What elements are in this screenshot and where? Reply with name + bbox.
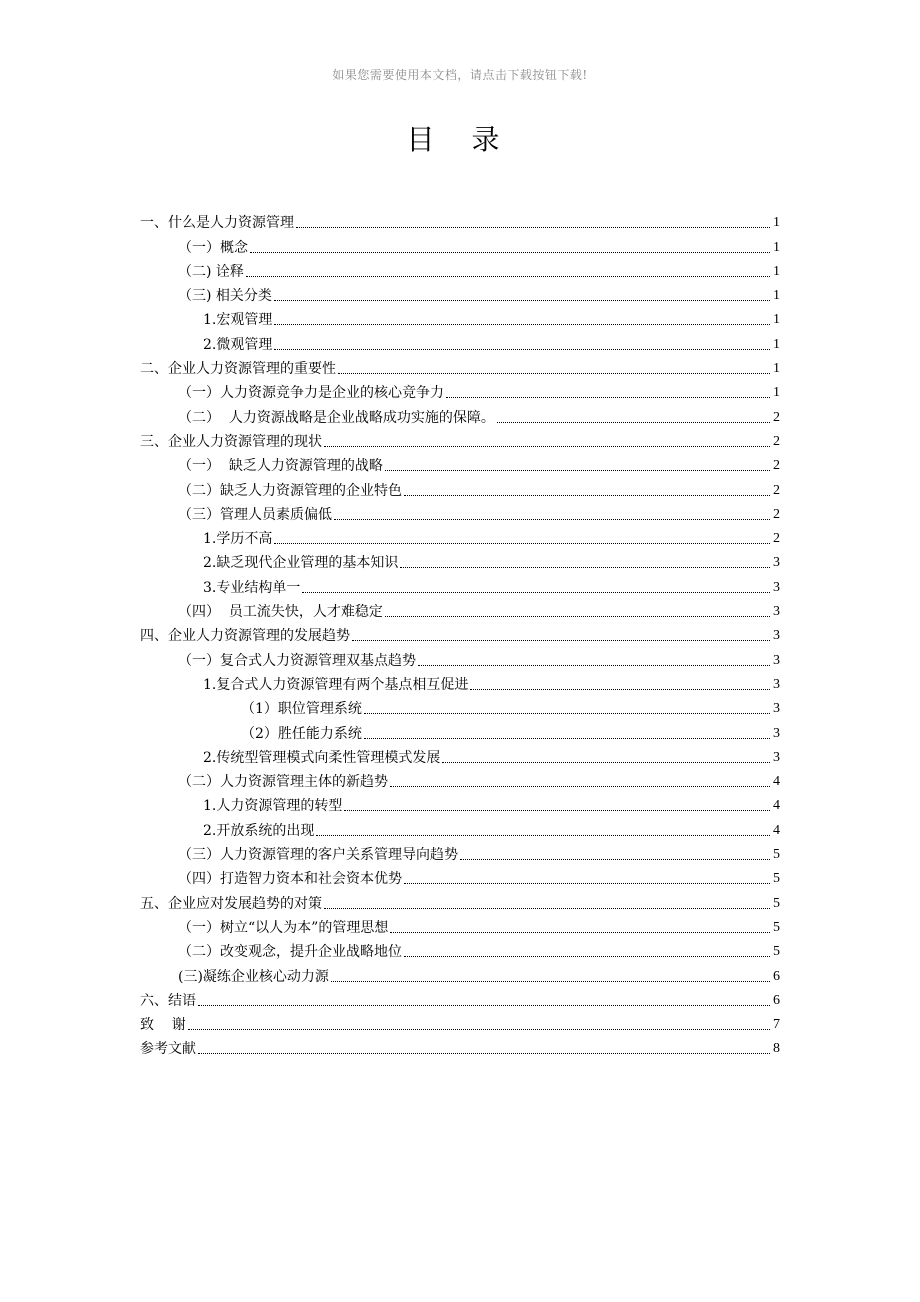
dot-leader — [364, 738, 770, 739]
toc-page-number: 2 — [773, 506, 780, 522]
table-of-contents — [140, 208, 780, 1058]
toc-page-number: 4 — [773, 822, 780, 838]
toc-entry[interactable] — [140, 961, 780, 985]
dot-leader — [497, 422, 770, 423]
toc-entry-title: 2.开放系统的出现 — [203, 822, 315, 839]
dot-leader — [352, 640, 770, 641]
dot-leader — [344, 810, 770, 811]
toc-entry-title: （二） 人力资源战略是企业战略成功实施的保障。 — [178, 409, 495, 426]
toc-page-number: 3 — [773, 652, 780, 668]
toc-entry[interactable] — [140, 840, 780, 864]
toc-entry-title: （1）职位管理系统 — [241, 701, 362, 718]
toc-entry-title: 2.传统型管理模式向柔性管理模式发展 — [203, 749, 441, 766]
toc-entry-title: 六、结语 — [140, 992, 196, 1009]
toc-entry-title: 致 谢 — [140, 1017, 186, 1034]
dot-leader — [442, 762, 770, 763]
toc-entry-title: 1.学历不高 — [203, 531, 273, 548]
page-title: 目 录 — [406, 123, 514, 156]
toc-entry[interactable] — [140, 694, 780, 718]
toc-page-number: 1 — [773, 385, 780, 401]
toc-entry-title: （二) 诠释 — [178, 263, 244, 280]
toc-entry[interactable] — [140, 767, 780, 791]
dot-leader — [331, 981, 770, 982]
dot-leader — [404, 956, 770, 957]
dot-leader — [274, 324, 770, 325]
toc-page-number: 3 — [773, 749, 780, 765]
toc-page-number: 6 — [773, 968, 780, 984]
toc-entry-title: 2.缺乏现代企业管理的基本知识 — [203, 555, 399, 572]
dot-leader — [198, 1053, 770, 1054]
toc-entry-title: 3.专业结构单一 — [203, 579, 301, 596]
toc-entry-title: 1.宏观管理 — [203, 312, 273, 329]
toc-entry-title: 1.复合式人力资源管理有两个基点相互促进 — [203, 676, 469, 693]
toc-entry[interactable] — [140, 913, 780, 937]
toc-entry-title: （一）树立“以人为本”的管理思想 — [178, 919, 389, 936]
toc-entry-title: （二）人力资源管理主体的新趋势 — [178, 774, 388, 791]
dot-leader — [460, 859, 770, 860]
toc-page-number: 2 — [773, 482, 780, 498]
toc-entry[interactable] — [140, 475, 780, 499]
toc-entry-title: （一） 缺乏人力资源管理的战略 — [178, 458, 383, 475]
dot-leader — [274, 300, 770, 301]
toc-page-number: 3 — [773, 604, 780, 620]
toc-page-number: 5 — [773, 871, 780, 887]
dot-leader — [404, 883, 770, 884]
dot-leader — [302, 592, 770, 593]
toc-page-number: 5 — [773, 919, 780, 935]
dot-leader — [198, 1005, 770, 1006]
dot-leader — [418, 665, 770, 666]
toc-page-number: 1 — [773, 361, 780, 377]
toc-page-number: 3 — [773, 725, 780, 741]
dot-leader — [338, 373, 770, 374]
toc-entry[interactable] — [140, 500, 780, 524]
toc-entry-title: （一）人力资源竞争力是企业的核心竞争力 — [178, 385, 444, 402]
dot-leader — [390, 932, 770, 933]
toc-page-number: 2 — [773, 458, 780, 474]
toc-entry[interactable] — [140, 281, 780, 305]
toc-entry[interactable] — [140, 986, 780, 1010]
toc-entry[interactable] — [140, 937, 780, 961]
download-notice: 如果您需要使用本文档，请点击下载按钮下载! — [332, 68, 588, 82]
toc-entry[interactable] — [140, 572, 780, 596]
toc-entry-title: （二）改变观念，提升企业战略地位 — [178, 944, 402, 961]
toc-page-number: 3 — [773, 628, 780, 644]
toc-entry[interactable] — [140, 305, 780, 329]
toc-page-number: 8 — [773, 1041, 780, 1057]
toc-entry[interactable] — [140, 718, 780, 742]
toc-entry-title: 五、企业应对发展趋势的对策 — [140, 895, 322, 912]
toc-entry-title: 参考文献 — [140, 1041, 196, 1058]
toc-page-number: 4 — [773, 798, 780, 814]
toc-entry-title: （二）缺乏人力资源管理的企业特色 — [178, 482, 402, 499]
toc-entry[interactable] — [140, 621, 780, 645]
toc-entry[interactable] — [140, 888, 780, 912]
dot-leader — [324, 908, 770, 909]
dot-leader — [246, 276, 770, 277]
toc-entry[interactable] — [140, 378, 780, 402]
toc-entry[interactable] — [140, 791, 780, 815]
toc-entry-title: （2）胜任能力系统 — [241, 725, 362, 742]
toc-entry-title: 三、企业人力资源管理的现状 — [140, 433, 322, 450]
dot-leader — [188, 1029, 770, 1030]
dot-leader — [390, 786, 770, 787]
dot-leader — [274, 349, 770, 350]
toc-entry-title: （一）复合式人力资源管理双基点趋势 — [178, 652, 416, 669]
dot-leader — [274, 543, 770, 544]
toc-page-number: 1 — [773, 312, 780, 328]
toc-page-number: 6 — [773, 992, 780, 1008]
toc-entry[interactable] — [140, 743, 780, 767]
toc-page-number: 3 — [773, 555, 780, 571]
toc-page-number: 2 — [773, 433, 780, 449]
toc-page-number: 3 — [773, 579, 780, 595]
toc-entry[interactable] — [140, 329, 780, 353]
toc-page-number: 1 — [773, 215, 780, 231]
dot-leader — [385, 616, 770, 617]
toc-entry-title: （四） 员工流失快，人才难稳定 — [178, 604, 383, 621]
toc-entry-title: （三）人力资源管理的客户关系管理导向趋势 — [178, 847, 458, 864]
dot-leader — [470, 689, 770, 690]
toc-entry[interactable] — [140, 354, 780, 378]
toc-page-number: 5 — [773, 944, 780, 960]
toc-entry[interactable] — [140, 815, 780, 839]
toc-entry-title: （一）概念 — [178, 239, 248, 256]
toc-entry[interactable] — [140, 402, 780, 426]
toc-page-number: 2 — [773, 409, 780, 425]
toc-entry[interactable] — [140, 597, 780, 621]
dot-leader — [324, 446, 770, 447]
toc-entry-title: 二、企业人力资源管理的重要性 — [140, 361, 336, 378]
toc-page-number: 1 — [773, 336, 780, 352]
dot-leader — [334, 519, 770, 520]
toc-entry[interactable] — [140, 427, 780, 451]
toc-entry[interactable] — [140, 232, 780, 256]
dot-leader — [385, 470, 770, 471]
toc-entry[interactable] — [140, 208, 780, 232]
toc-page-number: 5 — [773, 847, 780, 863]
toc-page-number: 2 — [773, 531, 780, 547]
toc-entry-title: 一、什么是人力资源管理 — [140, 215, 294, 232]
dot-leader — [404, 495, 770, 496]
dot-leader — [364, 713, 770, 714]
dot-leader — [316, 835, 770, 836]
dot-leader — [250, 252, 770, 253]
toc-entry[interactable] — [140, 548, 780, 572]
toc-entry[interactable] — [140, 257, 780, 281]
toc-entry[interactable] — [140, 864, 780, 888]
toc-page-number: 7 — [773, 1017, 780, 1033]
toc-entry-title: 四、企业人力资源管理的发展趋势 — [140, 628, 350, 645]
toc-entry-title: （四）打造智力资本和社会资本优势 — [178, 871, 402, 888]
dot-leader — [296, 227, 770, 228]
toc-entry-title: （三）管理人员素质偏低 — [178, 506, 332, 523]
toc-page-number: 5 — [773, 895, 780, 911]
toc-page-number: 3 — [773, 676, 780, 692]
toc-entry-title: (三)凝练企业核心动力源 — [178, 968, 329, 985]
toc-page-number: 3 — [773, 701, 780, 717]
toc-entry[interactable] — [140, 645, 780, 669]
dot-leader — [446, 397, 770, 398]
toc-entry[interactable] — [140, 451, 780, 475]
toc-entry[interactable] — [140, 1034, 780, 1058]
toc-entry-title: 1.人力资源管理的转型 — [203, 798, 343, 815]
toc-entry-title: 2.微观管理 — [203, 336, 273, 353]
toc-entry[interactable] — [140, 524, 780, 548]
toc-entry[interactable] — [140, 1010, 780, 1034]
toc-page-number: 1 — [773, 263, 780, 279]
toc-entry-title: （三) 相关分类 — [178, 288, 272, 305]
dot-leader — [400, 567, 770, 568]
toc-page-number: 1 — [773, 288, 780, 304]
toc-page-number: 4 — [773, 774, 780, 790]
toc-entry[interactable] — [140, 670, 780, 694]
toc-page-number: 1 — [773, 239, 780, 255]
